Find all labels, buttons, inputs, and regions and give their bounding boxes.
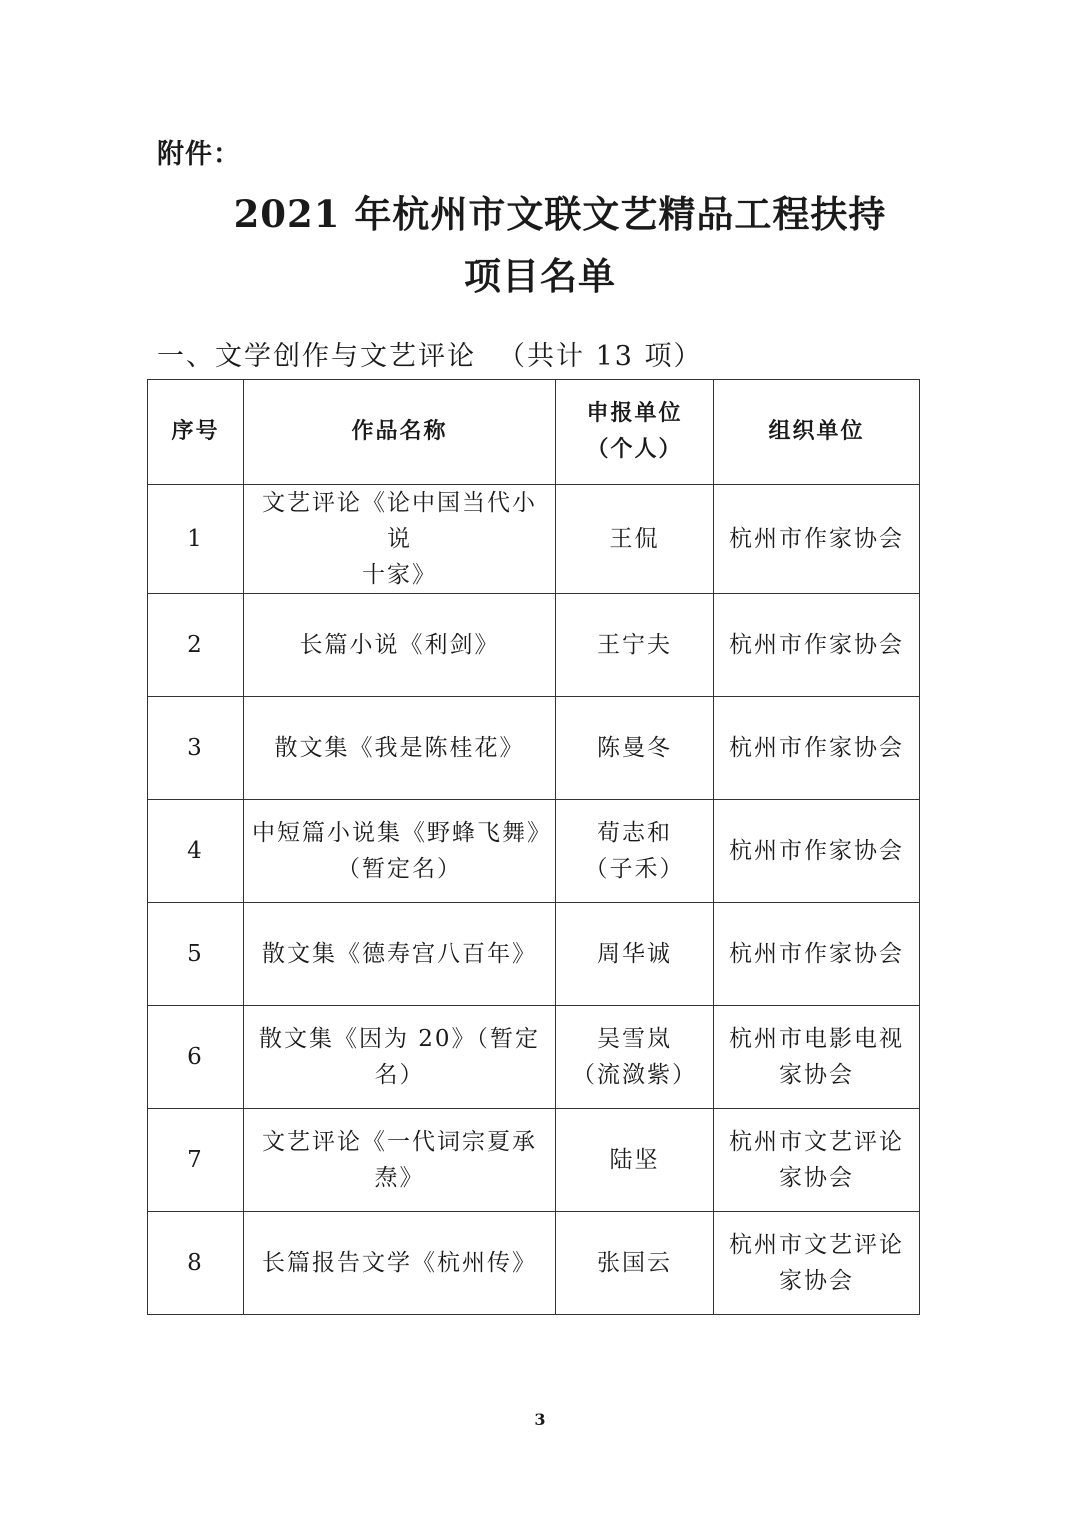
row-applicant [556, 594, 714, 697]
row-work-title-line: 长篇报告文学《杭州传》 [262, 1250, 537, 1276]
row-work-title [244, 800, 556, 903]
row-organizer [714, 485, 920, 594]
row-applicant-line: 张国云 [597, 1250, 672, 1276]
table-row [148, 1109, 920, 1212]
row-work-title [244, 485, 556, 594]
row-applicant [556, 1006, 714, 1109]
row-applicant [556, 1109, 714, 1212]
row-applicant-line: 陈曼冬 [597, 735, 672, 761]
row-work-title [244, 903, 556, 1006]
document-title-line-1: 2021 年杭州市文联文艺精品工程扶持 [233, 192, 887, 236]
row-work-title-line: 中短篇小说集《野蜂飞舞》 [252, 820, 552, 846]
table-row [148, 1006, 920, 1109]
attachment-label: 附件： [157, 139, 241, 170]
row-work-title-line: 焘》 [374, 1165, 425, 1191]
row-organizer-line: 杭州市作家协会 [729, 838, 904, 864]
row-work-title-line: （暂定名） [337, 856, 462, 882]
table-row [148, 800, 920, 903]
row-index: 2 [148, 594, 244, 697]
row-organizer-line: 杭州市作家协会 [729, 941, 904, 967]
row-work-title-line: 文艺评论《一代词宗夏承 [262, 1129, 537, 1155]
header-applicant-line-1: 申报单位 [586, 401, 683, 426]
header-applicant-line-2: （个人） [586, 437, 683, 462]
document-title-line-2: 项目名单 [464, 254, 616, 298]
row-organizer [714, 697, 920, 800]
row-applicant-line: 周华诚 [597, 941, 672, 967]
table-body [148, 485, 920, 1315]
row-index: 5 [148, 903, 244, 1006]
row-work-title [244, 1109, 556, 1212]
table-row [148, 485, 920, 594]
header-index: 序号 [148, 380, 244, 485]
row-applicant [556, 1212, 714, 1315]
row-organizer-line: 杭州市作家协会 [729, 735, 904, 761]
header-work-title: 作品名称 [244, 380, 556, 485]
row-applicant-line: 陆坚 [609, 1147, 660, 1173]
row-index: 6 [148, 1006, 244, 1109]
section-item-count: （共计 13 项） [498, 341, 703, 372]
row-work-title [244, 1212, 556, 1315]
row-organizer [714, 903, 920, 1006]
row-work-title-line: 文艺评论《论中国当代小说 [262, 490, 537, 552]
page-number: 3 [534, 1410, 546, 1429]
row-index: 1 [148, 485, 244, 594]
row-index: 4 [148, 800, 244, 903]
table-row [148, 594, 920, 697]
project-list-table [147, 379, 920, 1315]
row-applicant-line: 王宁夫 [597, 632, 672, 658]
row-index: 3 [148, 697, 244, 800]
row-organizer [714, 1212, 920, 1315]
header-applicant [556, 380, 714, 485]
row-index: 8 [148, 1212, 244, 1315]
table-row [148, 697, 920, 800]
row-organizer [714, 594, 920, 697]
row-applicant-line: 荀志和 [597, 820, 672, 846]
row-organizer-line: 杭州市电影电视 [729, 1026, 904, 1052]
row-index: 7 [148, 1109, 244, 1212]
row-organizer-line: 杭州市文艺评论 [729, 1129, 904, 1155]
row-organizer-line: 家协会 [779, 1165, 854, 1191]
row-organizer [714, 1109, 920, 1212]
row-organizer-line: 杭州市文艺评论 [729, 1232, 904, 1258]
section-heading-text: 一、文学创作与文艺评论 [157, 341, 476, 372]
row-work-title [244, 697, 556, 800]
row-applicant-line: （流潋紫） [572, 1062, 697, 1088]
row-applicant-line: 吴雪岚 [597, 1026, 672, 1052]
section-heading [157, 334, 703, 373]
table-header [148, 380, 920, 485]
row-applicant [556, 697, 714, 800]
row-work-title-line: 散文集《德寿宫八百年》 [262, 941, 537, 967]
table-row [148, 1212, 920, 1315]
row-applicant-line: （子禾） [584, 856, 685, 882]
row-applicant-line: 王侃 [609, 526, 660, 552]
row-applicant [556, 800, 714, 903]
row-work-title [244, 1006, 556, 1109]
row-work-title-line: 散文集《我是陈桂花》 [274, 735, 525, 761]
table-header-row [148, 380, 920, 485]
row-applicant [556, 485, 714, 594]
table-row [148, 903, 920, 1006]
row-work-title [244, 594, 556, 697]
row-organizer-line: 家协会 [779, 1062, 854, 1088]
row-organizer [714, 800, 920, 903]
row-organizer-line: 杭州市作家协会 [729, 526, 904, 552]
row-organizer [714, 1006, 920, 1109]
row-applicant [556, 903, 714, 1006]
row-work-title-line: 散文集《因为 20》（暂定名） [258, 1026, 541, 1088]
row-work-title-line: 十家》 [362, 562, 437, 588]
header-organizer: 组织单位 [714, 380, 920, 485]
row-organizer-line: 杭州市作家协会 [729, 632, 904, 658]
row-work-title-line: 长篇小说《利剑》 [299, 632, 500, 658]
row-organizer-line: 家协会 [779, 1268, 854, 1294]
